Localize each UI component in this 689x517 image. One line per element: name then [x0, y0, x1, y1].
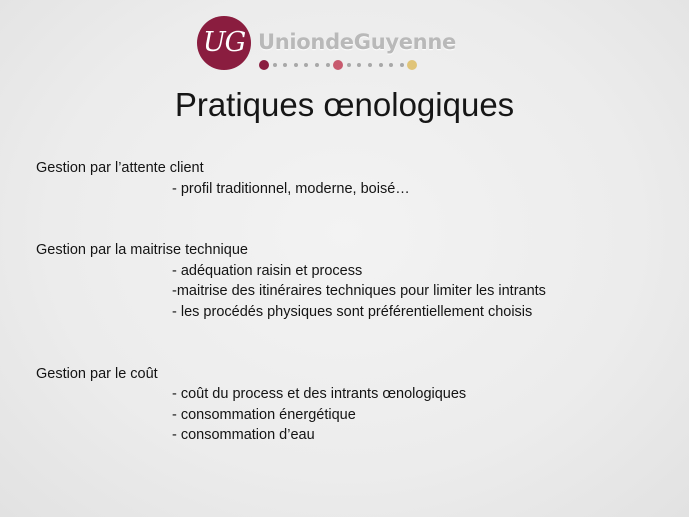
section-item-list [36, 179, 676, 200]
logo-dot [368, 63, 372, 67]
section-cost [36, 364, 676, 446]
logo-dot [294, 63, 298, 67]
logo-dot [304, 63, 308, 67]
logo-dot [259, 60, 269, 70]
section-heading: Gestion par l’attente client [36, 160, 204, 176]
section-item-list [36, 384, 676, 446]
slide-content [36, 158, 676, 446]
logo-dot [407, 60, 417, 70]
logo-dot [283, 63, 287, 67]
section-customer-expectation [36, 158, 676, 199]
list-item: - profil traditionnel, moderne, boisé… [172, 180, 410, 197]
logo-dot [357, 63, 361, 67]
section-item-list [36, 261, 676, 323]
slide-title: Pratiques œnologiques [174, 86, 515, 123]
list-item: -maitrise des itinéraires techniques pour limiter les intrants [172, 283, 546, 300]
list-item: - coût du process et des intrants œnologiques [172, 386, 467, 403]
logo-dot [379, 63, 383, 67]
logo-dot [326, 63, 330, 67]
logo-emblem: UG [197, 16, 251, 70]
section-heading: Gestion par la maitrise technique [36, 242, 248, 259]
logo-dot [400, 63, 404, 67]
list-item: - consommation d’eau [172, 427, 315, 444]
logo-dot [315, 63, 319, 67]
logo-dot [389, 63, 393, 67]
list-item: - consommation énergétique [172, 406, 356, 423]
logo-dot [273, 63, 277, 67]
list-item: - adéquation raisin et process [172, 262, 363, 279]
section-heading: Gestion par le coût [36, 365, 158, 382]
union-de-guyenne-logo [197, 16, 456, 76]
list-item: - les procédés physiques sont préférentiellement choisis [172, 303, 533, 320]
logo-dot [333, 60, 343, 70]
logo-dot-row [259, 59, 429, 71]
logo-dot [347, 63, 351, 67]
logo-wordmark: UniondeGuyenne [258, 30, 456, 54]
section-technical-mastery [36, 240, 676, 322]
